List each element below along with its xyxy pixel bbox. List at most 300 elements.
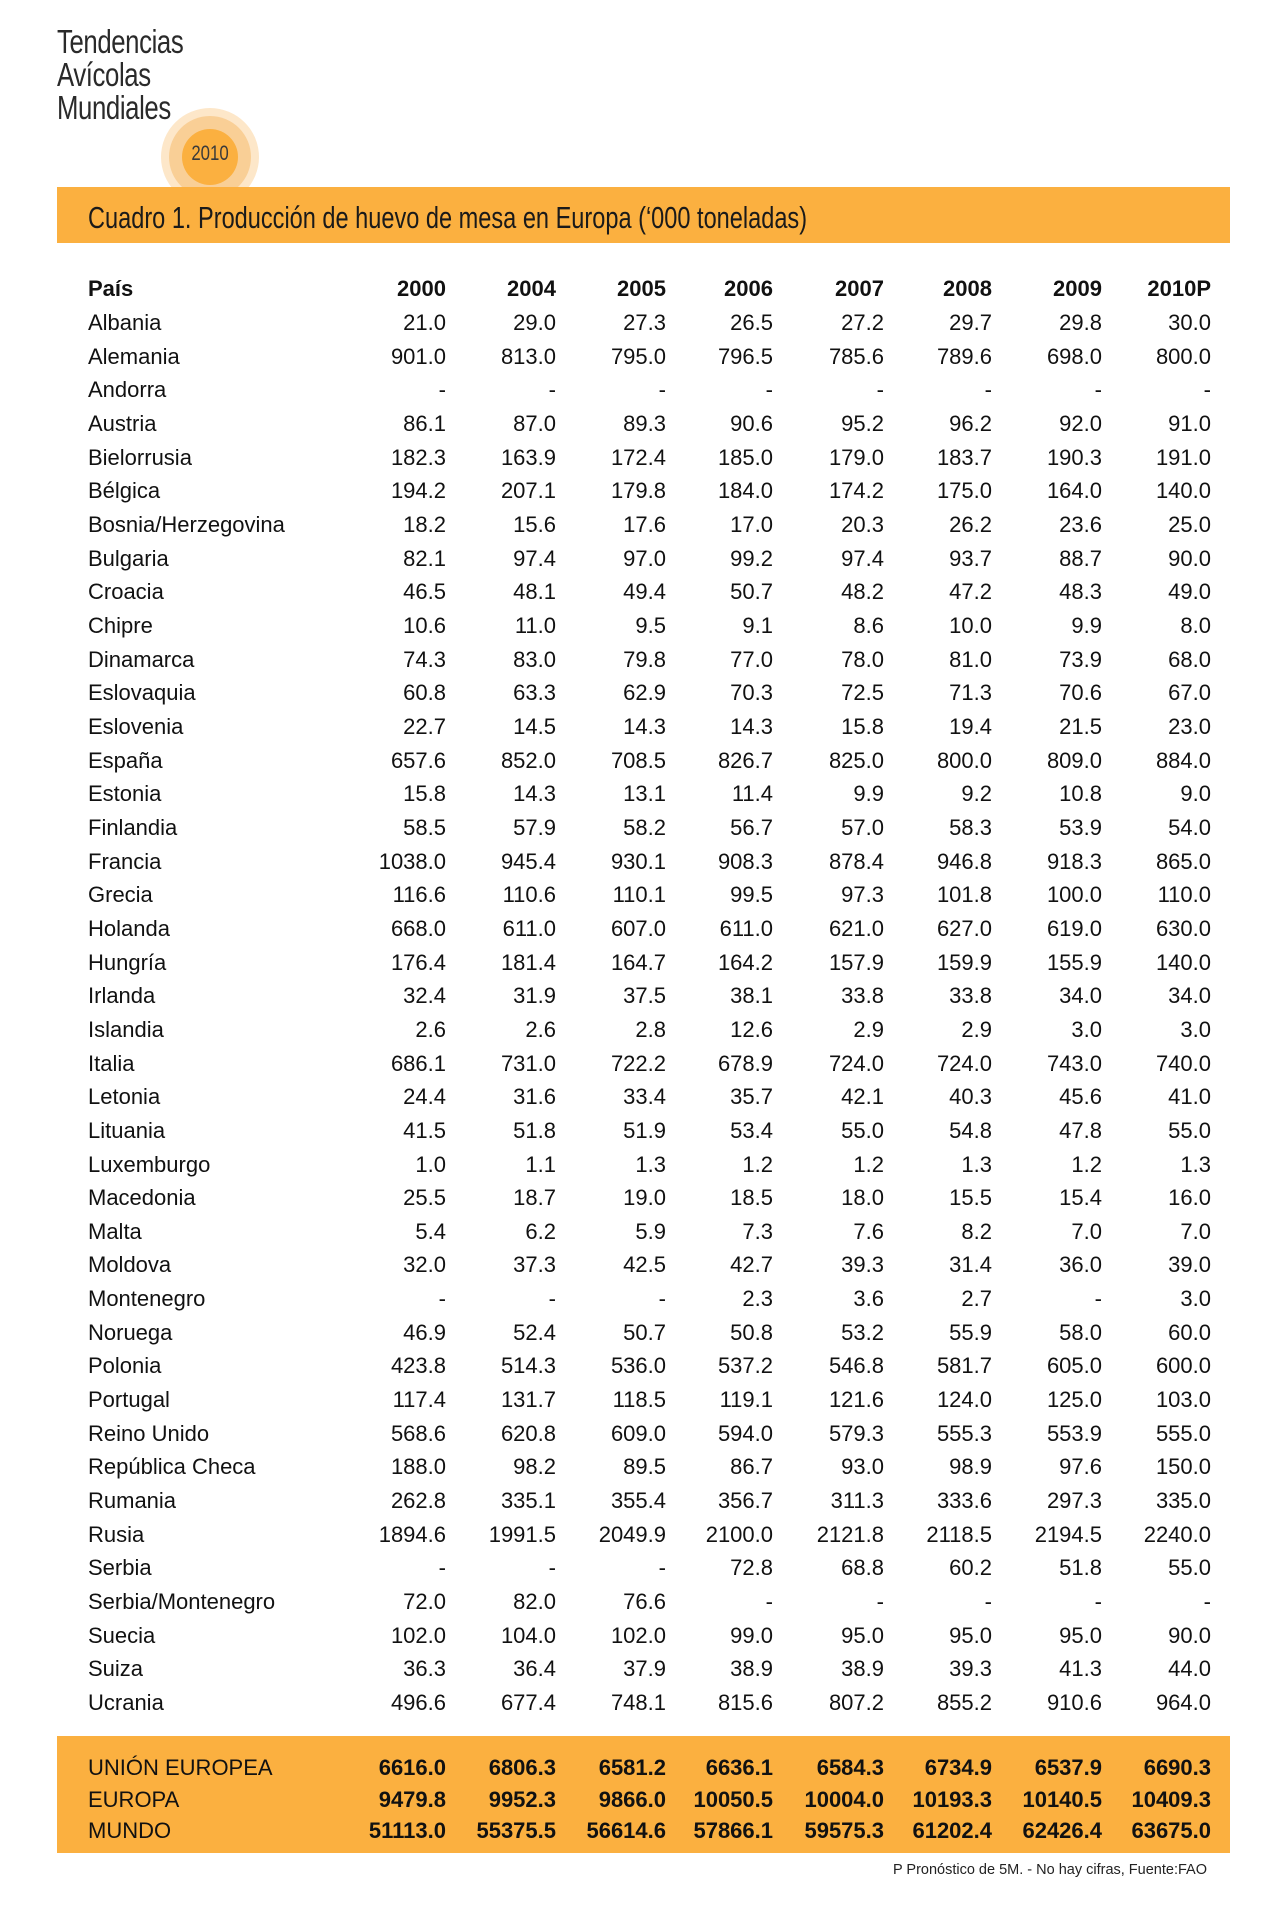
value-cell: 630.0 <box>1155 916 1211 941</box>
value-cell: 31.9 <box>513 983 556 1008</box>
value-cell: 686.1 <box>390 1051 446 1076</box>
country-name: Suecia <box>88 1623 156 1648</box>
value-cell: 90.0 <box>1168 546 1211 571</box>
value-cell: 26.5 <box>730 310 773 335</box>
country-name: UNIÓN EUROPEA <box>88 1755 273 1780</box>
value-cell: 172.4 <box>610 445 666 470</box>
value-cell: 60.8 <box>403 680 446 705</box>
value-cell: 41.0 <box>1168 1084 1211 1109</box>
table-row <box>0 342 1275 372</box>
value-cell: 59575.3 <box>804 1818 884 1843</box>
column-header-2000: 2000 <box>397 276 446 301</box>
column-header-2008: 2008 <box>943 276 992 301</box>
value-cell: 2.9 <box>961 1017 992 1042</box>
value-cell: 67.0 <box>1168 680 1211 705</box>
table-row <box>0 1419 1275 1449</box>
value-cell: 1038.0 <box>378 849 446 874</box>
logo-line-2: Avícolas <box>57 56 151 93</box>
value-cell: 609.0 <box>610 1421 666 1446</box>
logo-line-3: Mundiales <box>57 89 171 126</box>
value-cell: 3.0 <box>1071 1017 1102 1042</box>
value-cell: 159.9 <box>936 950 992 975</box>
value-cell: 21.5 <box>1059 714 1102 739</box>
value-cell: 157.9 <box>828 950 884 975</box>
value-cell: 743.0 <box>1046 1051 1102 1076</box>
value-cell: - <box>548 377 556 402</box>
value-cell: 9479.8 <box>378 1787 446 1812</box>
country-name: Holanda <box>88 916 170 941</box>
value-cell: 33.8 <box>841 983 884 1008</box>
value-cell: 813.0 <box>500 344 556 369</box>
value-cell: 11.4 <box>731 781 773 806</box>
value-cell: 71.3 <box>949 680 992 705</box>
value-cell: 58.2 <box>623 815 666 840</box>
logo-line-1: Tendencias <box>57 23 184 60</box>
value-cell: 9.1 <box>742 613 773 638</box>
value-cell: 25.5 <box>403 1185 446 1210</box>
value-cell: 15.6 <box>513 512 556 537</box>
value-cell: 48.3 <box>1059 579 1102 604</box>
value-cell: 27.3 <box>623 310 666 335</box>
column-header-2010p: 2010P <box>1147 276 1211 301</box>
value-cell: 19.4 <box>949 714 992 739</box>
value-cell: 39.0 <box>1168 1252 1211 1277</box>
value-cell: 42.1 <box>841 1084 884 1109</box>
value-cell: 11.0 <box>514 613 556 638</box>
value-cell: 740.0 <box>1155 1051 1211 1076</box>
value-cell: 183.7 <box>936 445 992 470</box>
table-caption-band <box>57 187 1230 243</box>
value-cell: 10004.0 <box>804 1787 884 1812</box>
value-cell: 6.2 <box>525 1219 556 1244</box>
table-row <box>0 712 1275 742</box>
value-cell: 23.0 <box>1168 714 1211 739</box>
value-cell: 3.6 <box>853 1286 884 1311</box>
value-cell: 731.0 <box>500 1051 556 1076</box>
value-cell: 724.0 <box>828 1051 884 1076</box>
value-cell: 826.7 <box>717 748 773 773</box>
value-cell: 1.3 <box>1180 1152 1211 1177</box>
value-cell: 48.2 <box>841 579 884 604</box>
value-cell: 600.0 <box>1155 1353 1211 1378</box>
country-name: Polonia <box>88 1353 162 1378</box>
summary-row <box>0 1816 1275 1846</box>
value-cell: 34.0 <box>1168 983 1211 1008</box>
value-cell: 55.0 <box>841 1118 884 1143</box>
value-cell: - <box>658 1555 666 1580</box>
value-cell: 619.0 <box>1046 916 1102 941</box>
value-cell: 100.0 <box>1046 882 1102 907</box>
value-cell: 164.0 <box>1046 478 1102 503</box>
value-cell: 110.6 <box>502 882 556 907</box>
value-cell: 6616.0 <box>378 1755 446 1780</box>
value-cell: 698.0 <box>1046 344 1102 369</box>
value-cell: 53.2 <box>841 1320 884 1345</box>
country-name: Grecia <box>88 882 153 907</box>
value-cell: 553.9 <box>1046 1421 1102 1446</box>
value-cell: 62.9 <box>623 680 666 705</box>
country-name: Letonia <box>88 1084 161 1109</box>
value-cell: 82.1 <box>403 546 446 571</box>
table-row <box>0 375 1275 405</box>
value-cell: 51113.0 <box>368 1818 446 1843</box>
table-row <box>0 1318 1275 1348</box>
value-cell: 14.3 <box>623 714 666 739</box>
value-cell: 13.1 <box>623 781 666 806</box>
value-cell: 1894.6 <box>378 1522 446 1547</box>
country-name: Noruega <box>88 1320 173 1345</box>
value-cell: 605.0 <box>1046 1353 1102 1378</box>
value-cell: - <box>658 1286 666 1311</box>
value-cell: 70.3 <box>730 680 773 705</box>
value-cell: 5.9 <box>635 1219 666 1244</box>
value-cell: 620.8 <box>500 1421 556 1446</box>
country-name: Rusia <box>88 1522 145 1547</box>
value-cell: 2118.5 <box>926 1522 992 1547</box>
value-cell: 36.0 <box>1059 1252 1102 1277</box>
value-cell: 901.0 <box>390 344 446 369</box>
value-cell: 72.8 <box>730 1555 773 1580</box>
value-cell: 2121.8 <box>816 1522 884 1547</box>
value-cell: 611.0 <box>719 916 773 941</box>
value-cell: 163.9 <box>500 445 556 470</box>
country-name: Eslovenia <box>88 714 184 739</box>
value-cell: 29.7 <box>949 310 992 335</box>
value-cell: 31.4 <box>949 1252 992 1277</box>
value-cell: 908.3 <box>717 849 773 874</box>
country-name: Ucrania <box>88 1690 164 1715</box>
value-cell: 72.5 <box>841 680 884 705</box>
value-cell: 722.2 <box>610 1051 666 1076</box>
table-row <box>0 1015 1275 1045</box>
value-cell: 262.8 <box>390 1488 446 1513</box>
country-name: Moldova <box>88 1252 172 1277</box>
value-cell: 30.0 <box>1168 310 1211 335</box>
value-cell: 55.0 <box>1168 1555 1211 1580</box>
value-cell: 46.5 <box>403 579 446 604</box>
table-row <box>0 1351 1275 1381</box>
table-row <box>0 1150 1275 1180</box>
value-cell: 621.0 <box>828 916 884 941</box>
value-cell: 884.0 <box>1155 748 1211 773</box>
value-cell: 140.0 <box>1155 950 1211 975</box>
value-cell: 809.0 <box>1046 748 1102 773</box>
value-cell: 55375.5 <box>476 1818 556 1843</box>
value-cell: 2049.9 <box>598 1522 666 1547</box>
column-header-2009: 2009 <box>1053 276 1102 301</box>
value-cell: 15.8 <box>841 714 884 739</box>
value-cell: 24.4 <box>403 1084 446 1109</box>
table-row <box>0 847 1275 877</box>
value-cell: 12.6 <box>730 1017 773 1042</box>
value-cell: 102.0 <box>390 1623 446 1648</box>
value-cell: 42.5 <box>623 1252 666 1277</box>
value-cell: 15.5 <box>949 1185 992 1210</box>
value-cell: 18.0 <box>841 1185 884 1210</box>
value-cell: 57.0 <box>841 815 884 840</box>
value-cell: 9.5 <box>635 613 666 638</box>
value-cell: - <box>765 377 773 402</box>
value-cell: 73.9 <box>1059 647 1102 672</box>
value-cell: 10.0 <box>949 613 992 638</box>
value-cell: 53.9 <box>1059 815 1102 840</box>
value-cell: 50.7 <box>730 579 773 604</box>
value-cell: - <box>876 1589 884 1614</box>
value-cell: 87.0 <box>513 411 556 436</box>
value-cell: 423.8 <box>390 1353 446 1378</box>
value-cell: - <box>1203 377 1211 402</box>
value-cell: 945.4 <box>500 849 556 874</box>
value-cell: 677.4 <box>500 1690 556 1715</box>
value-cell: 52.4 <box>513 1320 556 1345</box>
value-cell: 35.7 <box>730 1084 773 1109</box>
value-cell: 164.2 <box>717 950 773 975</box>
value-cell: 10050.5 <box>693 1787 773 1812</box>
value-cell: 93.7 <box>949 546 992 571</box>
value-cell: 90.6 <box>730 411 773 436</box>
value-cell: 800.0 <box>1155 344 1211 369</box>
value-cell: 97.0 <box>623 546 666 571</box>
value-cell: 37.3 <box>513 1252 556 1277</box>
value-cell: 97.4 <box>513 546 556 571</box>
value-cell: 17.6 <box>623 512 666 537</box>
value-cell: 878.4 <box>828 849 884 874</box>
value-cell: 68.8 <box>841 1555 884 1580</box>
value-cell: 37.9 <box>623 1656 666 1681</box>
value-cell: 568.6 <box>390 1421 446 1446</box>
value-cell: 26.2 <box>949 512 992 537</box>
value-cell: 56614.6 <box>586 1818 666 1843</box>
value-cell: 708.5 <box>610 748 666 773</box>
country-name: Croacia <box>88 579 164 604</box>
value-cell: 95.0 <box>949 1623 992 1648</box>
value-cell: 58.5 <box>403 815 446 840</box>
value-cell: 79.8 <box>623 647 666 672</box>
value-cell: 98.9 <box>949 1454 992 1479</box>
value-cell: 1.2 <box>1071 1152 1102 1177</box>
value-cell: 49.4 <box>623 579 666 604</box>
country-name: Hungría <box>88 950 167 975</box>
country-name: Finlandia <box>88 815 178 840</box>
country-name: Eslovaquia <box>88 680 196 705</box>
value-cell: 724.0 <box>936 1051 992 1076</box>
value-cell: 63675.0 <box>1131 1818 1211 1843</box>
value-cell: 536.0 <box>610 1353 666 1378</box>
value-cell: 815.6 <box>717 1690 773 1715</box>
value-cell: 179.8 <box>610 478 666 503</box>
value-cell: 116.6 <box>392 882 446 907</box>
value-cell: 1.0 <box>415 1152 446 1177</box>
country-name: España <box>88 748 163 773</box>
table-row <box>0 577 1275 607</box>
value-cell: 355.4 <box>610 1488 666 1513</box>
publication-logo <box>57 22 257 192</box>
value-cell: 97.3 <box>841 882 884 907</box>
value-cell: 3.0 <box>1180 1017 1211 1042</box>
value-cell: 1.2 <box>853 1152 884 1177</box>
table-row <box>0 1116 1275 1146</box>
value-cell: 356.7 <box>717 1488 773 1513</box>
value-cell: 581.7 <box>936 1353 992 1378</box>
value-cell: 930.1 <box>610 849 666 874</box>
value-cell: 95.0 <box>1059 1623 1102 1648</box>
value-cell: - <box>438 377 446 402</box>
country-name: Albania <box>88 310 162 335</box>
value-cell: 6734.9 <box>924 1755 992 1780</box>
value-cell: 7.0 <box>1180 1219 1211 1244</box>
column-header-2007: 2007 <box>835 276 884 301</box>
value-cell: 99.0 <box>730 1623 773 1648</box>
value-cell: 10.6 <box>403 613 446 638</box>
value-cell: 611.0 <box>502 916 556 941</box>
value-cell: 78.0 <box>841 647 884 672</box>
value-cell: 14.3 <box>730 714 773 739</box>
value-cell: 6806.3 <box>488 1755 556 1780</box>
value-cell: 95.0 <box>841 1623 884 1648</box>
value-cell: - <box>438 1555 446 1580</box>
value-cell: 99.2 <box>730 546 773 571</box>
value-cell: 89.5 <box>623 1454 666 1479</box>
country-name: Andorra <box>88 377 167 402</box>
value-cell: 15.4 <box>1059 1185 1102 1210</box>
value-cell: 297.3 <box>1046 1488 1102 1513</box>
value-cell: 83.0 <box>513 647 556 672</box>
country-name: Alemania <box>88 344 180 369</box>
value-cell: 537.2 <box>717 1353 773 1378</box>
value-cell: 81.0 <box>949 647 992 672</box>
value-cell: 607.0 <box>610 916 666 941</box>
value-cell: 50.8 <box>730 1320 773 1345</box>
value-cell: - <box>1203 1589 1211 1614</box>
table-row <box>0 308 1275 338</box>
value-cell: 3.0 <box>1180 1286 1211 1311</box>
value-cell: 8.6 <box>853 613 884 638</box>
value-cell: 101.8 <box>936 882 992 907</box>
country-name: Estonia <box>88 781 162 806</box>
value-cell: 155.9 <box>1046 950 1102 975</box>
value-cell: 62426.4 <box>1022 1818 1102 1843</box>
value-cell: 6690.3 <box>1143 1755 1211 1780</box>
value-cell: 57.9 <box>513 815 556 840</box>
value-cell: 207.1 <box>500 478 556 503</box>
value-cell: - <box>984 1589 992 1614</box>
country-name: Reino Unido <box>88 1421 210 1446</box>
value-cell: 9.2 <box>961 781 992 806</box>
value-cell: - <box>548 1555 556 1580</box>
value-cell: - <box>765 1589 773 1614</box>
table-row <box>0 1520 1275 1550</box>
value-cell: 82.0 <box>513 1589 556 1614</box>
summary-row <box>0 1753 1275 1783</box>
country-name: Irlanda <box>88 983 156 1008</box>
table-row <box>0 476 1275 506</box>
table-row <box>0 544 1275 574</box>
value-cell: 190.3 <box>1046 445 1102 470</box>
value-cell: 18.7 <box>513 1185 556 1210</box>
value-cell: 496.6 <box>390 1690 446 1715</box>
value-cell: 174.2 <box>828 478 884 503</box>
table-row <box>0 779 1275 809</box>
table-row <box>0 678 1275 708</box>
value-cell: 7.0 <box>1071 1219 1102 1244</box>
value-cell: - <box>548 1286 556 1311</box>
country-name: Serbia <box>88 1555 152 1580</box>
value-cell: 18.5 <box>730 1185 773 1210</box>
value-cell: 36.4 <box>513 1656 556 1681</box>
value-cell: 49.0 <box>1168 579 1211 604</box>
value-cell: 91.0 <box>1168 411 1211 436</box>
value-cell: 15.8 <box>403 781 446 806</box>
value-cell: 58.0 <box>1059 1320 1102 1345</box>
table-row <box>0 1587 1275 1617</box>
value-cell: 39.3 <box>949 1656 992 1681</box>
value-cell: 104.0 <box>500 1623 556 1648</box>
value-cell: 164.7 <box>610 950 666 975</box>
value-cell: 102.0 <box>610 1623 666 1648</box>
value-cell: 825.0 <box>828 748 884 773</box>
value-cell: 2.7 <box>961 1286 992 1311</box>
value-cell: 39.3 <box>841 1252 884 1277</box>
value-cell: 6581.2 <box>598 1755 666 1780</box>
value-cell: 118.5 <box>612 1387 666 1412</box>
value-cell: 60.0 <box>1168 1320 1211 1345</box>
value-cell: 946.8 <box>936 849 992 874</box>
value-cell: 55.9 <box>949 1320 992 1345</box>
value-cell: 2194.5 <box>1034 1522 1102 1547</box>
value-cell: 2.8 <box>635 1017 666 1042</box>
country-name: Portugal <box>88 1387 170 1412</box>
value-cell: 579.3 <box>828 1421 884 1446</box>
value-cell: 1.3 <box>635 1152 666 1177</box>
value-cell: 89.3 <box>623 411 666 436</box>
value-cell: 748.1 <box>610 1690 666 1715</box>
value-cell: 191.0 <box>1155 445 1211 470</box>
value-cell: 17.0 <box>730 512 773 537</box>
value-cell: 45.6 <box>1059 1084 1102 1109</box>
value-cell: 42.7 <box>730 1252 773 1277</box>
value-cell: 555.3 <box>936 1421 992 1446</box>
value-cell: 514.3 <box>500 1353 556 1378</box>
value-cell: - <box>984 377 992 402</box>
value-cell: 124.0 <box>936 1387 992 1412</box>
value-cell: 194.2 <box>390 478 446 503</box>
country-name: Macedonia <box>88 1185 196 1210</box>
value-cell: 93.0 <box>841 1454 884 1479</box>
country-name: Bosnia/Herzegovina <box>88 512 285 537</box>
value-cell: 10140.5 <box>1022 1787 1102 1812</box>
column-header-2005: 2005 <box>617 276 666 301</box>
value-cell: 22.7 <box>403 714 446 739</box>
value-cell: 74.3 <box>403 647 446 672</box>
value-cell: 6584.3 <box>816 1755 884 1780</box>
logo-year: 2010 <box>191 142 229 165</box>
value-cell: - <box>876 377 884 402</box>
value-cell: 181.4 <box>500 950 556 975</box>
value-cell: - <box>658 377 666 402</box>
value-cell: 32.0 <box>403 1252 446 1277</box>
value-cell: 2.6 <box>415 1017 446 1042</box>
country-name: Dinamarca <box>88 647 195 672</box>
value-cell: 1991.5 <box>488 1522 556 1547</box>
value-cell: 789.6 <box>936 344 992 369</box>
value-cell: 7.3 <box>742 1219 773 1244</box>
value-cell: 1.1 <box>525 1152 556 1177</box>
value-cell: 96.2 <box>949 411 992 436</box>
value-cell: 48.1 <box>513 579 556 604</box>
value-cell: 70.6 <box>1059 680 1102 705</box>
table-row <box>0 813 1275 843</box>
table-row <box>0 1621 1275 1651</box>
